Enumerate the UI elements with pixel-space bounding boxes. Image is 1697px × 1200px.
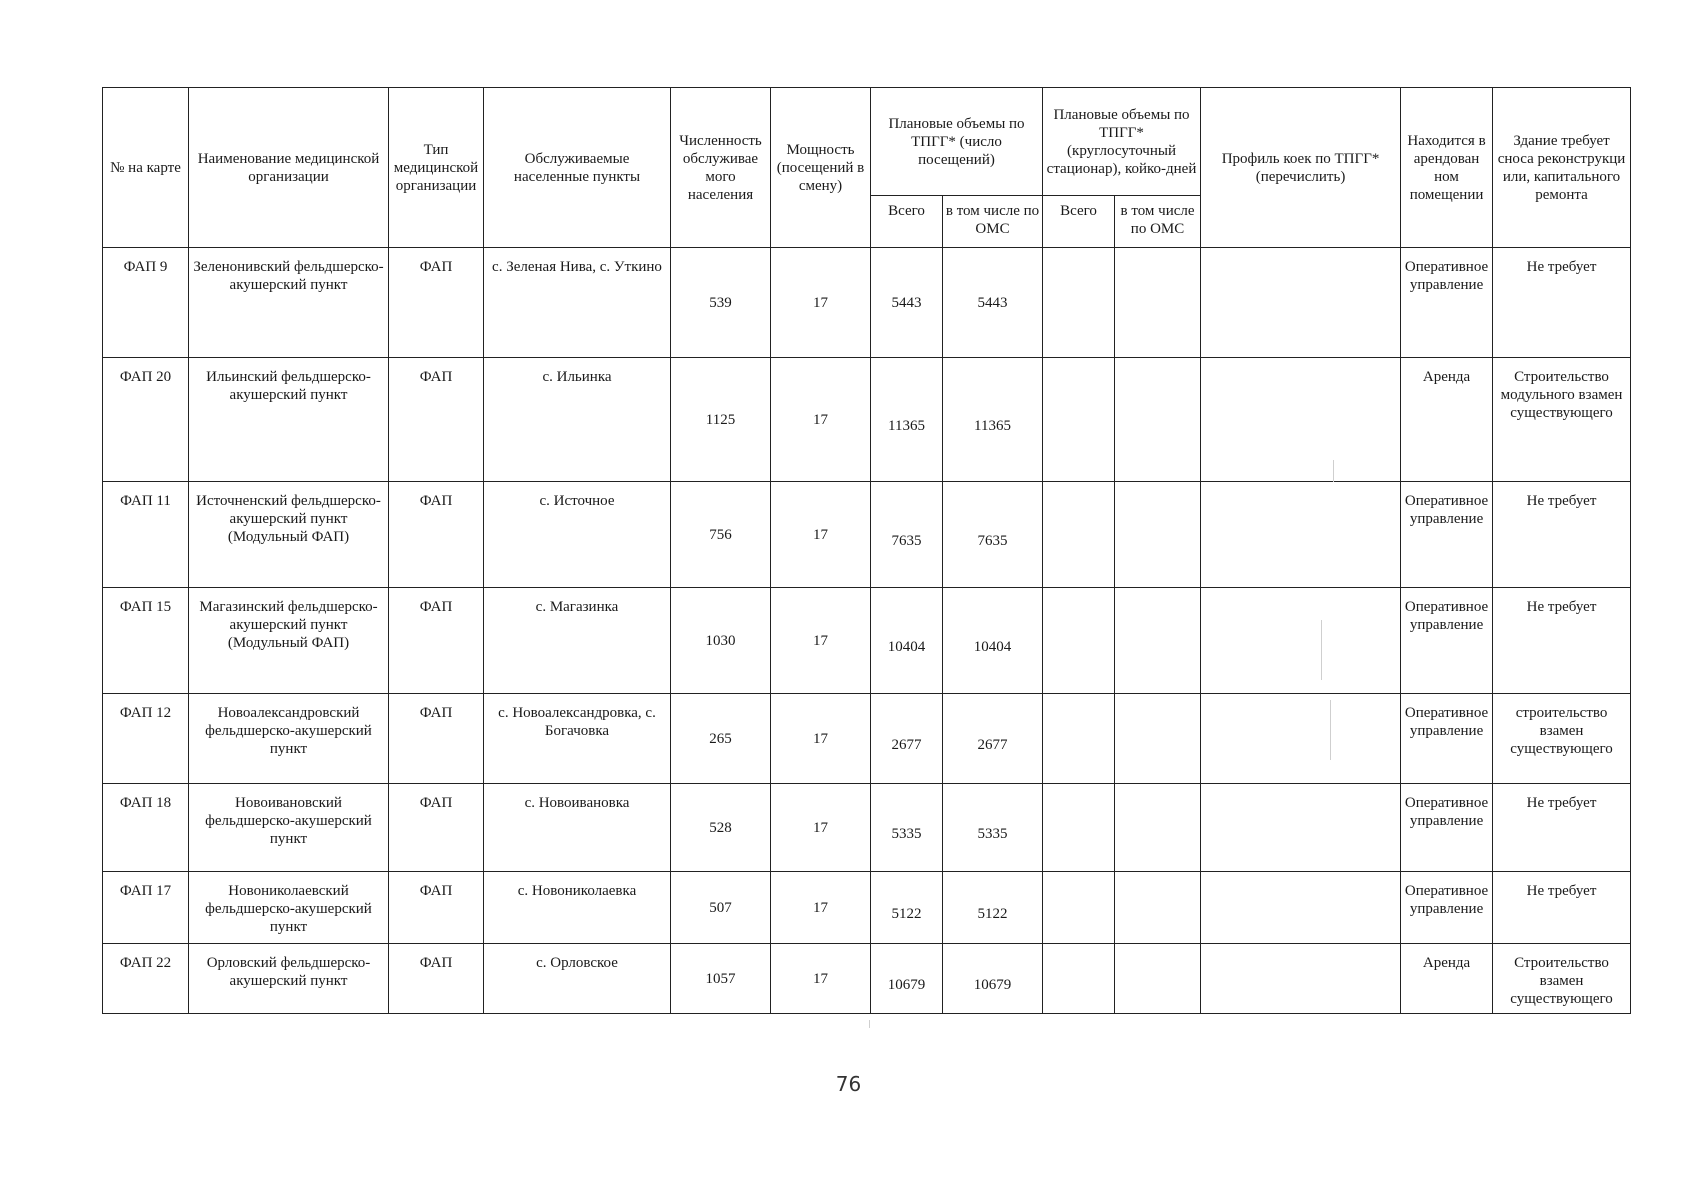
- cell-beds-total: [1043, 248, 1115, 358]
- page-number: 76: [835, 1072, 862, 1096]
- cell-org-type: ФАП: [389, 248, 484, 358]
- cell-population: 265: [671, 694, 771, 784]
- table-row: [103, 944, 1631, 1014]
- cell-map-no: ФАП 17: [103, 872, 189, 944]
- cell-building: Строительство модульного взамен существующего: [1493, 358, 1631, 482]
- cell-org-type: ФАП: [389, 872, 484, 944]
- cell-building: строительство взамен существующего: [1493, 694, 1631, 784]
- cell-bed-profile: [1201, 358, 1401, 482]
- cell-map-no: ФАП 12: [103, 694, 189, 784]
- cell-population: 1125: [671, 358, 771, 482]
- table-row: [103, 784, 1631, 872]
- cell-capacity: 17: [771, 872, 871, 944]
- cell-map-no: ФАП 9: [103, 248, 189, 358]
- cell-beds-total: [1043, 482, 1115, 588]
- cell-visits-oms: 11365: [943, 358, 1043, 482]
- cell-settlements: с. Новоивановка: [484, 784, 671, 872]
- cell-visits-oms: 5122: [943, 872, 1043, 944]
- cell-bed-profile: [1201, 872, 1401, 944]
- cell-bed-profile: [1201, 694, 1401, 784]
- cell-building: Не требует: [1493, 872, 1631, 944]
- cell-capacity: 17: [771, 482, 871, 588]
- header-rented: Находится в арендован ном помещении: [1401, 88, 1493, 248]
- cell-building: Не требует: [1493, 482, 1631, 588]
- cell-org-type: ФАП: [389, 694, 484, 784]
- medical-organizations-table: [102, 87, 1631, 1014]
- header-beds-total: Всего: [1043, 196, 1115, 248]
- cell-building: Не требует: [1493, 248, 1631, 358]
- table-row: [103, 872, 1631, 944]
- header-map-no: № на карте: [103, 88, 189, 248]
- cell-settlements: с. Ильинка: [484, 358, 671, 482]
- header-visits-oms: в том числе по ОМС: [943, 196, 1043, 248]
- cell-visits-total: 10679: [871, 944, 943, 1014]
- cell-bed-profile: [1201, 588, 1401, 694]
- cell-org-name: Зеленонивский фельдшерско-акушерский пункт: [189, 248, 389, 358]
- cell-building: Не требует: [1493, 784, 1631, 872]
- header-building: Здание требует сноса реконструкци или, капитального ремонта: [1493, 88, 1631, 248]
- cell-visits-oms: 5335: [943, 784, 1043, 872]
- cell-org-type: ФАП: [389, 784, 484, 872]
- cell-visits-oms: 10404: [943, 588, 1043, 694]
- cell-map-no: ФАП 11: [103, 482, 189, 588]
- cell-rented: Оперативное управление: [1401, 588, 1493, 694]
- cell-beds-total: [1043, 784, 1115, 872]
- cell-org-name: Источненский фельдшерско-акушерский пункт (Модульный ФАП): [189, 482, 389, 588]
- cell-population: 539: [671, 248, 771, 358]
- cell-visits-total: 10404: [871, 588, 943, 694]
- cell-bed-profile: [1201, 248, 1401, 358]
- cell-rented: Аренда: [1401, 944, 1493, 1014]
- cell-beds-total: [1043, 944, 1115, 1014]
- cell-population: 507: [671, 872, 771, 944]
- table-row: [103, 588, 1631, 694]
- cell-rented: Оперативное управление: [1401, 482, 1493, 588]
- cell-map-no: ФАП 15: [103, 588, 189, 694]
- table-row: [103, 694, 1631, 784]
- table-row: [103, 482, 1631, 588]
- cell-capacity: 17: [771, 588, 871, 694]
- cell-beds-total: [1043, 694, 1115, 784]
- cell-map-no: ФАП 18: [103, 784, 189, 872]
- scan-artifact: [1330, 700, 1331, 760]
- cell-population: 756: [671, 482, 771, 588]
- cell-rented: Оперативное управление: [1401, 248, 1493, 358]
- cell-visits-oms: 10679: [943, 944, 1043, 1014]
- cell-visits-total: 5443: [871, 248, 943, 358]
- cell-settlements: с. Зеленая Нива, с. Уткино: [484, 248, 671, 358]
- cell-rented: Оперативное управление: [1401, 872, 1493, 944]
- cell-beds-total: [1043, 588, 1115, 694]
- header-capacity: Мощность (посещений в смену): [771, 88, 871, 248]
- cell-capacity: 17: [771, 358, 871, 482]
- cell-map-no: ФАП 22: [103, 944, 189, 1014]
- table-body: [103, 248, 1631, 1014]
- table-header: [103, 88, 1631, 248]
- cell-settlements: с. Новоалександровка, с. Богачовка: [484, 694, 671, 784]
- cell-population: 1030: [671, 588, 771, 694]
- cell-visits-total: 5122: [871, 872, 943, 944]
- cell-org-name: Новоивановский фельдшерско-акушерский пункт: [189, 784, 389, 872]
- cell-org-name: Ильинский фельдшерско-акушерский пункт: [189, 358, 389, 482]
- scan-artifact: [1321, 620, 1322, 680]
- cell-beds-oms: [1115, 588, 1201, 694]
- cell-settlements: с. Орловское: [484, 944, 671, 1014]
- cell-visits-total: 7635: [871, 482, 943, 588]
- header-planned-visits: Плановые объемы по ТПГГ* (число посещений): [871, 88, 1043, 196]
- cell-rented: Аренда: [1401, 358, 1493, 482]
- cell-visits-total: 5335: [871, 784, 943, 872]
- header-population: Численность обслуживае мого населения: [671, 88, 771, 248]
- cell-beds-oms: [1115, 482, 1201, 588]
- cell-building: Не требует: [1493, 588, 1631, 694]
- cell-visits-total: 2677: [871, 694, 943, 784]
- cell-beds-oms: [1115, 248, 1201, 358]
- cell-rented: Оперативное управление: [1401, 784, 1493, 872]
- document-sheet: [102, 87, 1625, 1014]
- cell-population: 1057: [671, 944, 771, 1014]
- cell-beds-oms: [1115, 784, 1201, 872]
- cell-settlements: с. Источное: [484, 482, 671, 588]
- cell-settlements: с. Новониколаевка: [484, 872, 671, 944]
- header-org-type: Тип медицинской организации: [389, 88, 484, 248]
- cell-org-type: ФАП: [389, 588, 484, 694]
- cell-capacity: 17: [771, 944, 871, 1014]
- cell-bed-profile: [1201, 944, 1401, 1014]
- scan-artifact: [1333, 460, 1334, 482]
- cell-visits-total: 11365: [871, 358, 943, 482]
- header-org-name: Наименование медицинской организации: [189, 88, 389, 248]
- cell-beds-total: [1043, 872, 1115, 944]
- cell-beds-oms: [1115, 694, 1201, 784]
- cell-org-type: ФАП: [389, 358, 484, 482]
- table-row: [103, 358, 1631, 482]
- header-bed-profile: Профиль коек по ТПГГ* (перечислить): [1201, 88, 1401, 248]
- cell-map-no: ФАП 20: [103, 358, 189, 482]
- table-row: [103, 248, 1631, 358]
- cell-visits-oms: 2677: [943, 694, 1043, 784]
- cell-rented: Оперативное управление: [1401, 694, 1493, 784]
- cell-org-name: Магазинский фельдшерско-акушерский пункт (Модульный ФАП): [189, 588, 389, 694]
- cell-org-type: ФАП: [389, 944, 484, 1014]
- scan-artifact: [869, 1020, 870, 1028]
- cell-visits-oms: 5443: [943, 248, 1043, 358]
- header-beds-oms: в том числе по ОМС: [1115, 196, 1201, 248]
- cell-bed-profile: [1201, 784, 1401, 872]
- cell-org-name: Орловский фельдшерско-акушерский пункт: [189, 944, 389, 1014]
- cell-capacity: 17: [771, 694, 871, 784]
- cell-beds-total: [1043, 358, 1115, 482]
- header-planned-beds: Плановые объемы по ТПГГ* (круглосуточный стационар), койко-дней: [1043, 88, 1201, 196]
- cell-bed-profile: [1201, 482, 1401, 588]
- cell-visits-oms: 7635: [943, 482, 1043, 588]
- cell-beds-oms: [1115, 358, 1201, 482]
- cell-org-name: Новоалександровский фельдшерско-акушерский пункт: [189, 694, 389, 784]
- cell-org-type: ФАП: [389, 482, 484, 588]
- cell-building: Строительство взамен существующего: [1493, 944, 1631, 1014]
- header-settlements: Обслуживаемые населенные пункты: [484, 88, 671, 248]
- cell-population: 528: [671, 784, 771, 872]
- cell-beds-oms: [1115, 872, 1201, 944]
- header-visits-total: Всего: [871, 196, 943, 248]
- cell-beds-oms: [1115, 944, 1201, 1014]
- cell-settlements: с. Магазинка: [484, 588, 671, 694]
- cell-capacity: 17: [771, 784, 871, 872]
- cell-org-name: Новониколаевский фельдшерско-акушерский пункт: [189, 872, 389, 944]
- cell-capacity: 17: [771, 248, 871, 358]
